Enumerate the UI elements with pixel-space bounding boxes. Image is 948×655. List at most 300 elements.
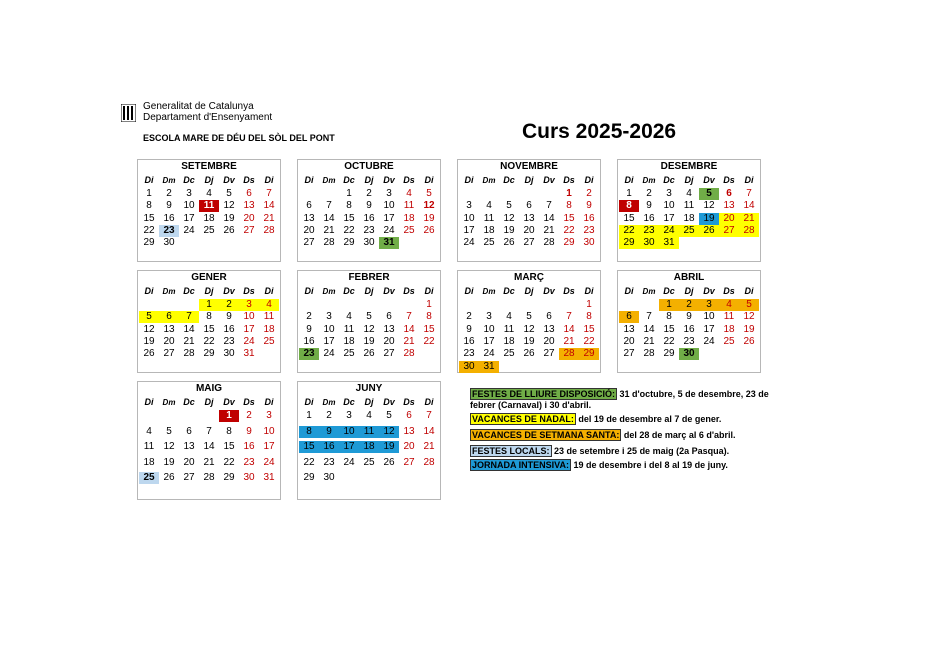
calendar-day: 12	[223, 200, 235, 212]
calendar-day: 2	[679, 299, 699, 311]
calendar-day: 17	[383, 212, 395, 224]
calendar-day: 28	[183, 348, 195, 360]
calendar-day: 9	[226, 311, 232, 323]
calendar-day: 15	[223, 441, 235, 452]
calendar-day: 14	[403, 323, 415, 335]
calendar-day: 23	[463, 348, 475, 360]
calendar-day: 19	[163, 456, 175, 468]
calendar-day: 8	[566, 200, 572, 212]
calendar-day: 18	[403, 212, 415, 224]
calendar-day: 7	[206, 425, 212, 437]
calendar-day: 13	[383, 323, 395, 335]
calendar-day: 10	[323, 323, 335, 335]
calendar-day: 20	[303, 224, 315, 236]
calendar-day: 6	[406, 410, 412, 421]
calendar-day: 22	[303, 456, 315, 468]
calendar-day: 13	[523, 212, 535, 224]
calendar-day: 16	[243, 441, 255, 452]
calendar-day: 17	[663, 212, 675, 224]
weekday-label: Di	[464, 175, 474, 185]
calendar-day: 1	[426, 299, 432, 310]
calendar-day: 14	[423, 425, 435, 437]
month-calendar	[297, 270, 441, 373]
calendar-day: 20	[543, 335, 555, 347]
calendar-day: 6	[619, 311, 639, 323]
calendar-day: 23	[639, 225, 659, 237]
calendar-day: 22	[663, 335, 675, 347]
weekday-label: Dc	[503, 175, 515, 185]
calendar-day: 27	[623, 348, 635, 360]
calendar-day: 5	[166, 425, 172, 437]
calendar-day: 15	[663, 323, 675, 335]
weekday-label: Dv	[543, 286, 555, 296]
calendar-day: 24	[323, 348, 335, 360]
calendar-day: 6	[386, 311, 392, 323]
calendar-day: 1	[586, 299, 592, 310]
calendar-day: 23	[159, 225, 179, 237]
calendar-day: 4	[486, 200, 492, 212]
calendar-day: 13	[163, 323, 175, 335]
month-calendar	[617, 270, 761, 373]
calendar-day: 23	[363, 224, 375, 236]
calendar-day: 12	[379, 426, 399, 438]
calendar-day: 16	[363, 212, 375, 224]
calendar-day: 4	[406, 188, 412, 199]
calendar-day: 12	[703, 200, 715, 212]
calendar-day: 22	[223, 456, 235, 468]
calendar-day: 28	[423, 456, 435, 468]
weekday-label: Dj	[364, 397, 374, 407]
weekday-label: Ds	[403, 175, 415, 185]
weekday-label: Dc	[503, 286, 515, 296]
calendar-day: 11	[359, 426, 379, 438]
calendar-day: 22	[563, 224, 575, 236]
calendar-day: 4	[506, 311, 512, 323]
weekday-label: Dv	[383, 397, 395, 407]
weekday-label: Di	[144, 397, 154, 407]
calendar-day: 18	[359, 441, 379, 453]
calendar-day: 20	[523, 224, 535, 236]
month-calendar	[457, 270, 601, 373]
calendar-day: 11	[143, 441, 155, 452]
calendar-day: 25	[263, 335, 275, 347]
calendar-day: 20	[719, 213, 739, 225]
calendar-day: 12	[163, 441, 175, 452]
calendar-day: 28	[323, 237, 335, 249]
calendar-day: 9	[246, 425, 252, 437]
calendar-day: 22	[423, 335, 435, 347]
calendar-day: 11	[483, 212, 495, 224]
calendar-day: 31	[659, 237, 679, 249]
calendar-day: 31	[243, 348, 255, 360]
month-name: MAIG	[195, 383, 223, 394]
calendar-day: 28	[559, 348, 579, 360]
weekday-label: Di	[424, 286, 434, 296]
calendar-day: 21	[643, 335, 655, 347]
weekday-label: Dc	[663, 175, 675, 185]
weekday-label: Ds	[403, 397, 415, 407]
calendar-day: 19	[363, 335, 375, 347]
calendar-day: 25	[363, 456, 375, 468]
weekday-label: Dv	[383, 175, 395, 185]
weekday-label: Dv	[223, 175, 235, 185]
weekday-label: Dj	[364, 175, 374, 185]
calendar-day: 1	[659, 299, 679, 311]
calendar-day: 27	[403, 456, 415, 468]
weekday-label: Dc	[343, 397, 355, 407]
calendar-day: 22	[583, 335, 595, 347]
calendar-day: 9	[466, 323, 472, 335]
weekday-label: Di	[424, 397, 434, 407]
calendar-day: 26	[423, 224, 435, 236]
calendar-day: 2	[466, 311, 472, 323]
calendar-day: 17	[703, 323, 715, 335]
month-calendar	[137, 381, 281, 500]
calendar-day: 19	[743, 323, 755, 335]
weekday-label: Di	[264, 175, 274, 185]
calendar-day: 2	[586, 188, 592, 199]
calendar-day: 14	[643, 323, 655, 335]
weekday-label: Dj	[524, 175, 534, 185]
weekday-label: Dv	[383, 286, 395, 296]
calendar-day: 11	[403, 200, 415, 212]
calendar-day: 5	[366, 311, 372, 323]
calendar-day: 17	[323, 335, 335, 347]
calendar-day: 19	[143, 335, 155, 347]
weekday-label: Di	[144, 286, 154, 296]
month-calendar	[617, 159, 761, 262]
month-name: DESEMBRE	[660, 161, 718, 172]
month-name: SETEMBRE	[181, 161, 237, 172]
calendar-day: 8	[146, 200, 152, 212]
calendar-day: 24	[483, 348, 495, 360]
weekday-label: Di	[584, 286, 594, 296]
calendar-day: 25	[139, 472, 159, 484]
calendar-day: 12	[143, 323, 155, 335]
calendar-day: 25	[343, 348, 355, 360]
weekday-label: Di	[304, 397, 314, 407]
weekday-label: Ds	[243, 175, 255, 185]
calendar-day: 7	[326, 200, 332, 212]
calendar-day: 27	[183, 472, 195, 483]
weekday-label: Dj	[204, 286, 214, 296]
calendar-day: 24	[383, 224, 395, 236]
weekday-label: Dc	[183, 397, 195, 407]
calendar-day: 24	[183, 224, 195, 236]
calendar-day: 4	[206, 188, 212, 199]
calendar-day: 13	[403, 425, 415, 437]
legend-item	[470, 430, 770, 441]
calendar-day: 7	[426, 410, 432, 421]
month-calendar	[137, 159, 281, 262]
calendar-day: 9	[166, 200, 172, 212]
calendar-day: 18	[483, 224, 495, 236]
calendar-day: 16	[643, 212, 655, 224]
calendar-day: 8	[299, 426, 319, 438]
weekday-label: Di	[264, 397, 274, 407]
weekday-label: Di	[304, 175, 314, 185]
calendar-day: 2	[166, 188, 172, 199]
calendar-day: 3	[466, 200, 472, 212]
calendar-day: 2	[646, 188, 652, 199]
month-name: NOVEMBRE	[500, 161, 558, 172]
calendar-day: 25	[723, 335, 735, 347]
calendar-day: 14	[323, 212, 335, 224]
calendar-day: 6	[526, 200, 532, 212]
calendar-day: 26	[523, 348, 535, 360]
calendar-day: 27	[523, 237, 535, 249]
calendar-day: 7	[266, 188, 272, 199]
calendar-day: 8	[426, 311, 432, 323]
calendar-day: 22	[343, 224, 355, 236]
weekday-label: Di	[424, 175, 434, 185]
weekday-label: Dm	[162, 176, 176, 185]
calendar-day: 30	[583, 237, 595, 249]
calendar-day: 27	[163, 348, 175, 360]
calendar-day: 31	[379, 237, 399, 249]
calendar-day: 10	[339, 426, 359, 438]
legend-text: del 19 de desembre al 7 de gener.	[575, 414, 722, 424]
calendar-day: 15	[299, 441, 319, 453]
school-name: ESCOLA MARE DE DÉU DEL SÒL DEL PONT	[143, 133, 335, 143]
calendar-day: 30	[323, 472, 335, 483]
calendar-day: 22	[203, 335, 215, 347]
calendar-day: 15	[563, 212, 575, 224]
calendar-day: 9	[586, 200, 592, 212]
calendar-day: 28	[543, 237, 555, 249]
calendar-day: 7	[406, 311, 412, 323]
calendar-day: 6	[186, 425, 192, 437]
weekday-label: Di	[744, 175, 754, 185]
calendar-day: 16	[683, 323, 695, 335]
calendar-day: 3	[486, 311, 492, 323]
calendar-day: 14	[543, 212, 555, 224]
calendar-day: 4	[719, 299, 739, 311]
calendar-day: 19	[423, 212, 435, 224]
weekday-label: Dm	[482, 287, 496, 296]
weekday-label: Dm	[642, 176, 656, 185]
calendar-day: 7	[646, 311, 652, 323]
weekday-label: Dj	[524, 286, 534, 296]
weekday-label: Ds	[243, 286, 255, 296]
calendar-day: 4	[366, 410, 372, 421]
calendar-day: 9	[686, 311, 692, 323]
calendar-day: 25	[483, 237, 495, 249]
calendar-day: 8	[666, 311, 672, 323]
calendar-day: 2	[306, 311, 312, 323]
weekday-label: Dv	[703, 286, 715, 296]
calendar-day: 2	[219, 299, 239, 311]
calendar-day: 20	[623, 335, 635, 347]
weekday-label: Di	[624, 286, 634, 296]
calendar-day: 15	[423, 323, 435, 335]
calendar-day: 21	[739, 213, 759, 225]
calendar-day: 2	[366, 188, 372, 199]
legend-tag: FESTES DE LLIURE DISPOSICIÓ:	[472, 389, 616, 399]
legend-item	[470, 389, 770, 411]
page-title: Curs 2025-2026	[522, 120, 677, 143]
calendar-day: 25	[503, 348, 515, 360]
weekday-label: Di	[624, 175, 634, 185]
calendar-day: 10	[263, 425, 275, 437]
calendar-day: 27	[719, 225, 739, 237]
calendar-day: 11	[263, 311, 275, 323]
calendar-day: 27	[243, 224, 255, 236]
calendar-day: 18	[203, 212, 215, 224]
calendar-day: 18	[343, 335, 355, 347]
calendar-day: 30	[163, 237, 175, 249]
calendar-day: 1	[306, 410, 312, 421]
calendar-day: 23	[683, 335, 695, 347]
calendar-day: 1	[219, 410, 239, 422]
calendar-day: 10	[663, 200, 675, 212]
calendar-day: 10	[183, 200, 195, 212]
calendar-day: 1	[146, 188, 152, 199]
calendar-day: 6	[306, 200, 312, 212]
calendar-day: 4	[259, 299, 279, 311]
calendar-day: 8	[206, 311, 212, 323]
calendar-day: 6	[246, 188, 252, 199]
weekday-label: Di	[744, 286, 754, 296]
calendar-day: 28	[739, 225, 759, 237]
calendar-day: 26	[383, 456, 395, 468]
weekday-label: Dm	[162, 398, 176, 407]
weekday-label: Dc	[183, 175, 195, 185]
calendar-day: 29	[203, 348, 215, 360]
calendar-day: 25	[203, 224, 215, 236]
calendar-day: 4	[346, 311, 352, 323]
calendar-day: 18	[503, 335, 515, 347]
calendar-day: 16	[463, 335, 475, 347]
calendar-day: 17	[463, 224, 475, 236]
calendar-day: 9	[366, 200, 372, 212]
legend-tag: VACANCES DE NADAL:	[472, 414, 574, 424]
weekday-label: Dj	[204, 175, 214, 185]
legend-text: 31 d'octubre, 5 de desembre, 23 de febrer (Carnaval) i 30 d'abril.	[470, 389, 769, 410]
calendar-day: 30	[679, 348, 699, 360]
calendar-day: 21	[543, 224, 555, 236]
calendar-day: 20	[243, 212, 255, 224]
weekday-label: Dv	[223, 286, 235, 296]
calendar-day: 21	[323, 224, 335, 236]
department-line: Departament d'Ensenyament	[143, 112, 273, 123]
calendar-day: 13	[303, 212, 315, 224]
weekday-label: Dj	[684, 286, 694, 296]
calendar-day: 1	[199, 299, 219, 311]
calendar-day: 30	[639, 237, 659, 249]
calendar-day: 7	[746, 188, 752, 199]
calendar-day: 7	[566, 311, 572, 323]
calendar-day: 4	[686, 188, 692, 199]
department-name	[143, 101, 272, 123]
weekday-label: Di	[584, 175, 594, 185]
calendar-day: 15	[203, 323, 215, 335]
calendar-day: 13	[243, 200, 255, 212]
calendar-day: 24	[703, 335, 715, 347]
calendar-day: 9	[319, 426, 339, 438]
calendar-day: 12	[743, 311, 755, 323]
weekday-label: Dm	[482, 176, 496, 185]
calendar-day: 21	[423, 441, 435, 452]
month-name: MARÇ	[514, 272, 544, 283]
legend-text: 23 de setembre i 25 de maig (2a Pasqua).	[551, 446, 730, 456]
calendar-day: 16	[223, 323, 235, 335]
calendar-day: 12	[523, 323, 535, 335]
calendar-day: 12	[423, 200, 435, 212]
calendar-day: 26	[163, 472, 175, 483]
month-name: ABRIL	[673, 272, 705, 283]
weekday-label: Ds	[403, 286, 415, 296]
calendar-day: 6	[726, 188, 732, 199]
calendar-day: 20	[183, 456, 195, 468]
calendar-day: 14	[563, 323, 575, 335]
calendar-day: 13	[183, 441, 195, 452]
weekday-label: Di	[464, 286, 474, 296]
calendar-day: 3	[666, 188, 672, 199]
calendar-day: 29	[303, 472, 315, 483]
calendar-day: 28	[263, 224, 275, 236]
calendar-day: 23	[223, 335, 235, 347]
calendar-day: 24	[343, 456, 355, 468]
month-name: FEBRER	[348, 272, 390, 283]
calendar-day: 8	[346, 200, 352, 212]
calendar-day: 17	[243, 323, 255, 335]
calendar-day: 23	[323, 456, 335, 468]
legend-item	[470, 414, 770, 425]
calendar-day: 16	[583, 212, 595, 224]
calendar-day: 26	[223, 224, 235, 236]
calendar-day: 3	[346, 410, 352, 421]
calendar-day: 21	[403, 335, 415, 347]
calendar-day: 14	[263, 200, 275, 212]
calendar-day: 8	[226, 425, 232, 437]
weekday-label: Dc	[343, 175, 355, 185]
calendar-day: 18	[263, 323, 275, 335]
calendar-day: 5	[226, 188, 232, 199]
month-calendar	[137, 270, 281, 373]
calendar-day: 1	[346, 188, 352, 199]
weekday-label: Dm	[162, 287, 176, 296]
calendar-day: 13	[723, 200, 735, 212]
calendar-day: 12	[503, 212, 515, 224]
calendar-day: 27	[303, 237, 315, 249]
calendar-day: 10	[483, 323, 495, 335]
calendar-day: 10	[463, 212, 475, 224]
calendar-day: 2	[326, 410, 332, 421]
calendar-day: 26	[503, 237, 515, 249]
calendar-day: 8	[586, 311, 592, 323]
calendar-day: 24	[243, 335, 255, 347]
weekday-label: Ds	[563, 175, 575, 185]
calendar-day: 25	[403, 224, 415, 236]
calendar-day: 20	[163, 335, 175, 347]
calendar-day: 25	[679, 225, 699, 237]
calendar-day: 22	[143, 224, 155, 236]
calendar-day: 28	[203, 472, 215, 483]
calendar-day: 15	[623, 212, 635, 224]
weekday-label: Ds	[723, 175, 735, 185]
calendar-day: 21	[563, 335, 575, 347]
calendar-day: 10	[383, 200, 395, 212]
calendar-day: 29	[663, 348, 675, 360]
calendar-day: 26	[699, 225, 719, 237]
calendar-day: 21	[263, 212, 275, 224]
calendar-day: 16	[303, 335, 315, 347]
calendar-day: 23	[299, 348, 319, 360]
calendar-day: 16	[163, 212, 175, 224]
calendar-day: 19	[503, 224, 515, 236]
weekday-label: Dj	[364, 286, 374, 296]
